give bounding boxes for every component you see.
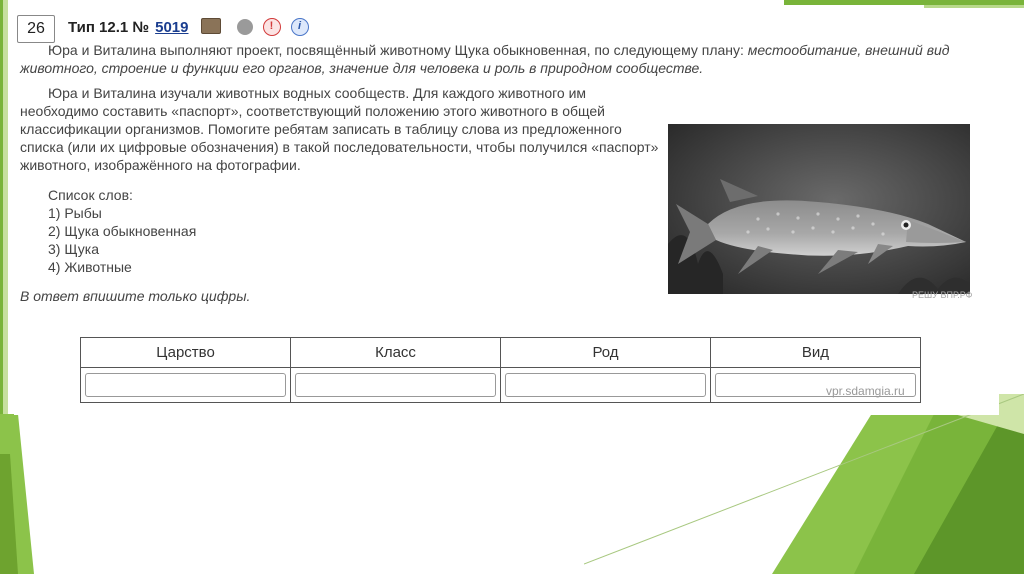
answer-table [80, 337, 921, 403]
table-header-row [81, 338, 921, 368]
genus-input[interactable] [505, 373, 706, 397]
left-bottom-accent [0, 414, 60, 574]
cell-class [291, 368, 501, 403]
answer-note: В ответ впишите только цифры. [20, 288, 251, 304]
header-species: Вид [711, 338, 921, 368]
intro-plan: местообитание, внешний вид животного, строение и функции его органов, значение для человека и роль в природном сообществе. [20, 42, 950, 76]
task-card [14, 12, 999, 415]
word-list-title: Список слов: [48, 187, 133, 203]
list-item: 3) Щука [48, 241, 99, 257]
list-item: 2) Щука обыкновенная [48, 223, 197, 239]
pike-photo [668, 124, 970, 294]
header-kingdom: Царство [81, 338, 291, 368]
warning-icon[interactable]: ! [263, 18, 281, 36]
top-accent-strip-light [924, 5, 1024, 8]
kingdom-input[interactable] [85, 373, 286, 397]
list-item: 1) Рыбы [48, 205, 102, 221]
list-item: 4) Животные [48, 259, 132, 275]
table-input-row [81, 368, 921, 403]
gray-circle-icon[interactable] [237, 19, 253, 35]
task-intro-paragraph [20, 41, 992, 77]
watermark: vpr.sdamgia.ru [826, 384, 905, 398]
task-number-box: 26 [17, 15, 55, 43]
header-class: Класс [291, 338, 501, 368]
right-bottom-accent [584, 394, 1024, 574]
header-genus: Род [501, 338, 711, 368]
cell-kingdom [81, 368, 291, 403]
class-input[interactable] [295, 373, 496, 397]
word-list [48, 186, 196, 276]
cell-genus [501, 368, 711, 403]
briefcase-icon[interactable] [201, 18, 221, 34]
photo-credit: РЕШУ ВПР.РФ [912, 290, 973, 300]
task-type-label: Тип 12.1 № [68, 18, 150, 36]
task-instructions-paragraph: Юра и Виталина изучали животных водных сообществ. Для каждого животного им необходимо составить «паспорт», соответствующий положению этого животного в общей классификации организмов. Помогите ребятам записать в таблицу слова из предложенного списка (или их цифровые обозначения) в такой последовательности, чтобы получился «паспорт» животного, изображённого на фотографии. [20, 85, 659, 173]
task-id-link[interactable]: 5019 [155, 18, 189, 36]
info-icon[interactable]: i [291, 18, 309, 36]
intro-lead: Юра и Виталина выполняют проект, посвящённый животному Щука обыкновенная, по следующему плану: [48, 42, 748, 58]
task-header [68, 18, 309, 36]
